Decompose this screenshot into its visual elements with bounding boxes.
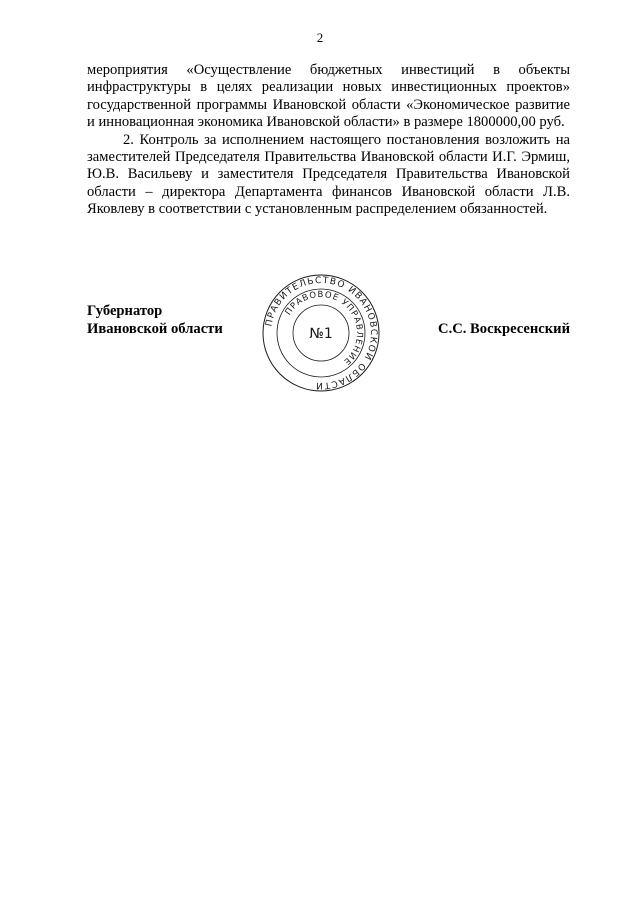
paragraph-1: мероприятия «Осуществление бюджетных инвестиций в объекты инфраструктуры в целях реализации новых инвестиционных проектов» государственной программы Ивановской области «Экономическое развитие и инновационная экономика Ивановской области» в размере 1800000,00 руб. xyxy=(87,62,570,131)
stamp-outer-text: ПРАВИТЕЛЬСТВО ИВАНОВСКОЙ ОБЛАСТИ xyxy=(264,275,379,391)
official-stamp xyxy=(259,271,383,395)
stamp-inner-text: ПРАВОВОЕ УПРАВЛЕНИЕ xyxy=(283,289,365,367)
signatory-name: С.С. Воскресенский xyxy=(438,321,570,337)
page-number: 2 xyxy=(316,30,324,45)
signature-title xyxy=(87,302,223,338)
signature-title-line-2: Ивановской области xyxy=(87,321,223,337)
stamp-center-number: №1 xyxy=(309,326,333,342)
signature-title-line-1: Губернатор xyxy=(87,303,163,319)
document-body xyxy=(87,62,570,219)
paragraph-2: 2. Контроль за исполнением настоящего постановления возложить на заместителей Председателя Правительства Ивановской области И.Г. Эрмиш, Ю.В. Васильеву и заместителя Председателя Правительства Ивановской области – директора Департамента финансов Ивановской области Л.В. Яковлеву в соответствии с установленным распределением обязанностей. xyxy=(87,131,570,218)
